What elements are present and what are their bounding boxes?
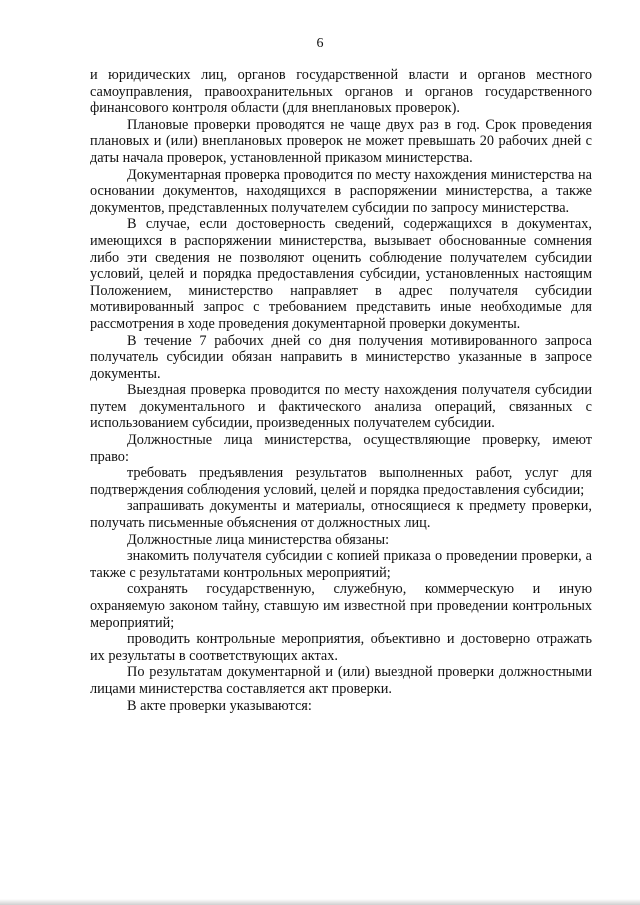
paragraph-request-deadline: В течение 7 рабочих дней со дня получения мотивированного запроса получатель субсидии обязан направить в министерство указанные в запросе документы. bbox=[90, 332, 592, 382]
paragraph-right-demand-results: требовать предъявления результатов выполненных работ, услуг для подтверждения соблюдения условий, целей и порядка предоставления субсидии; bbox=[90, 465, 592, 498]
paragraph-officials-rights: Должностные лица министерства, осуществляющие проверку, имеют право: bbox=[90, 432, 592, 465]
paragraph-duty-confidentiality: сохранять государственную, служебную, коммерческую и иную охраняемую законом тайну, ставшую им известной при проведении контрольных мероприятий; bbox=[90, 581, 592, 631]
paragraph-officials-duties: Должностные лица министерства обязаны: bbox=[127, 531, 390, 548]
paragraph-duty-objectivity: проводить контрольные мероприятия, объективно и достоверно отражать их результаты в соответствующих актах. bbox=[90, 631, 592, 664]
paragraph-right-request-documents: запрашивать документы и материалы, относящиеся к предмету проверки, получать письменные объяснения от должностных лиц. bbox=[90, 498, 592, 532]
paragraph-act-contents: В акте проверки указываются: bbox=[127, 697, 312, 714]
page-number: 6 bbox=[316, 36, 324, 51]
paragraph-reasoned-request: В случае, если достоверность сведений, содержащихся в документах, имеющихся в распоряжении министерства, вызывает обоснованные сомнения либо эти сведения не позволяют оценить соблюдение получателем субсидии условий, целей и порядка предоставления субсидии, установленных настоящим Положением, министерство направляет в адрес получателя субсидии мотивированный запрос с требованием представить иные необходимые для рассмотрения в ходе проведения документарной проверки документы. bbox=[90, 216, 592, 332]
document-body bbox=[90, 67, 592, 714]
paragraph-duty-acquaint: знакомить получателя субсидии с копией приказа о проведении проверки, а также с результатами контрольных мероприятий; bbox=[90, 548, 592, 581]
paragraph-inspection-act: По результатам документарной и (или) выездной проверки должностными лицами министерства составляется акт проверки. bbox=[90, 664, 592, 697]
paragraph-planned-inspections: Плановые проверки проводятся не чаще двух раз в год. Срок проведения плановых и (или) внеплановых проверок не может превышать 20 рабочих дней с даты начала проверок, установленной приказом министерства. bbox=[90, 116, 592, 166]
paragraph-documentary-inspection: Документарная проверка проводится по месту нахождения министерства на основании документов, находящихся в распоряжении министерства, а также документов, представленных получателем субсидии по запросу министерства. bbox=[90, 166, 592, 216]
paragraph-field-inspection: Выездная проверка проводится по месту нахождения получателя субсидии путем документального и фактического анализа операций, связанных с использованием субсидии, произведенных получателем субсидии. bbox=[90, 382, 592, 432]
paragraph-continuation: и юридических лиц, органов государственной власти и органов местного самоуправления, правоохранительных органов и органов государственного финансового контроля области (для внеплановых проверок). bbox=[90, 67, 592, 117]
scan-bottom-edge bbox=[0, 899, 640, 905]
